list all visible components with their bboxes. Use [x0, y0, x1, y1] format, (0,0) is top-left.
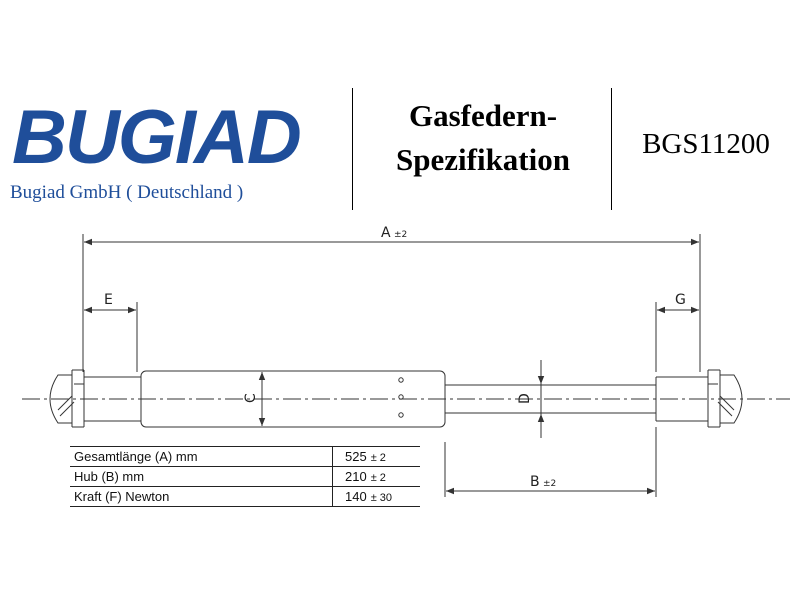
- spec-label: Hub (B) mm: [74, 469, 145, 484]
- label-e: E: [104, 292, 113, 308]
- company-logo: [8, 94, 348, 203]
- brand-logo-text: BUGIAD: [12, 95, 300, 180]
- cylinder-holes: [399, 378, 403, 417]
- spec-number: 140: [345, 489, 367, 504]
- part-number: BGS11200: [642, 128, 770, 160]
- label-b: B: [530, 474, 540, 490]
- spec-label: Kraft (F) Newton: [74, 489, 170, 504]
- spec-label: Gesamtlänge (A) mm: [74, 449, 198, 464]
- title-line-2: Spezifikation: [396, 142, 570, 177]
- spec-tolerance: ± 30: [370, 492, 393, 504]
- label-b-tolerance: ±2: [543, 479, 557, 489]
- spec-row-total-length: [70, 446, 420, 467]
- header-divider-1: [352, 88, 353, 210]
- label-g: G: [675, 292, 686, 308]
- spec-number: 525: [345, 449, 367, 464]
- label-d: D: [517, 393, 533, 404]
- spec-value: [345, 469, 386, 484]
- spec-divider: [332, 467, 333, 486]
- spec-tolerance: ± 2: [370, 472, 386, 484]
- spec-row-force: [70, 487, 420, 507]
- title-line-1: Gasfedern-: [408, 98, 558, 133]
- spec-divider: [332, 447, 333, 466]
- label-a: A: [381, 225, 391, 241]
- spec-table: [70, 446, 420, 507]
- document-header: [0, 88, 800, 212]
- spec-divider: [332, 487, 333, 506]
- company-name: Bugiad GmbH ( Deutschland ): [10, 182, 244, 203]
- spec-tolerance: ± 2: [370, 452, 386, 464]
- spec-row-stroke: [70, 467, 420, 487]
- spec-value: [345, 449, 386, 464]
- spec-number: 210: [345, 469, 367, 484]
- label-c: C: [243, 393, 259, 403]
- document-title: [355, 94, 611, 182]
- spec-value: [345, 489, 392, 504]
- label-a-tolerance: ±2: [394, 230, 408, 240]
